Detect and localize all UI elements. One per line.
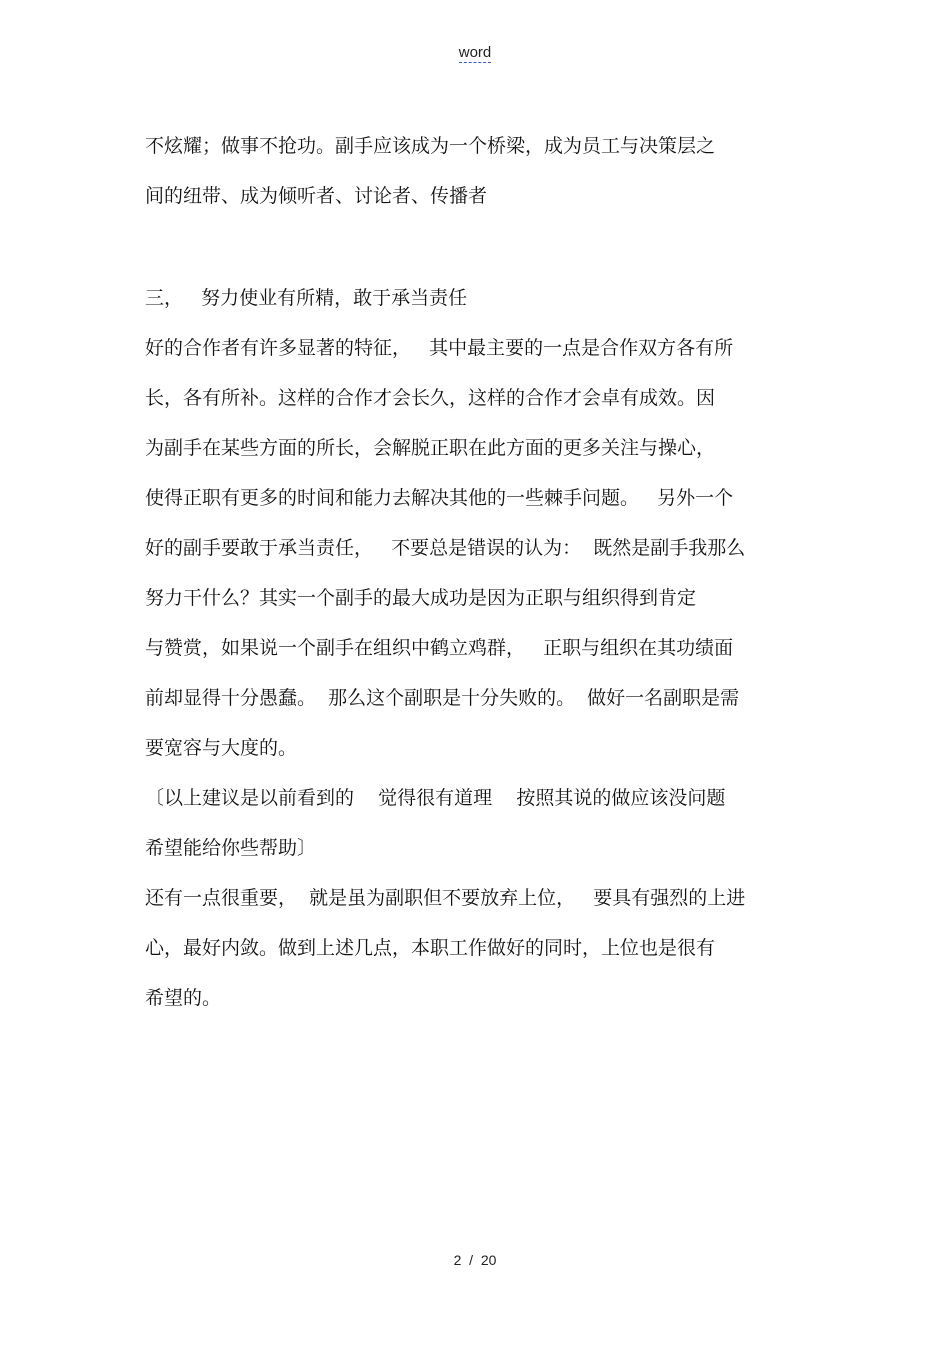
text-line: 心，最好内敛。做到上述几点，本职工作做好的同时，上位也是很有 xyxy=(145,937,716,959)
text-line: 与赞赏，如果说一个副手在组织中鹤立鸡群， 正职与组织在其功绩面 xyxy=(145,637,734,659)
text-line: 好的副手要敢于承当责任， 不要总是错误的认为： 既然是副手我那么 xyxy=(145,537,746,559)
text-line: 〔以上建议是以前看到的 觉得很有道理 按照其说的做应该没问题 xyxy=(145,787,726,809)
header-title: word xyxy=(458,44,492,61)
text-line: 希望的。 xyxy=(145,987,222,1009)
section-three xyxy=(145,273,815,1023)
text-line: 使得正职有更多的时间和能力去解决其他的一些棘手问题。 另外一个 xyxy=(145,487,734,509)
text-line: 前却显得十分愚蠢。 那么这个副职是十分失败的。 做好一名副职是需 xyxy=(145,687,740,709)
document-body xyxy=(145,121,815,1023)
page-header xyxy=(0,44,950,61)
text-line: 要宽容与大度的。 xyxy=(145,737,298,759)
text-line: 间的纽带、成为倾听者、讨论者、传播者 xyxy=(145,185,488,207)
text-line: 为副手在某些方面的所长，会解脱正职在此方面的更多关注与操心， xyxy=(145,437,716,459)
text-line: 长，各有所补。这样的合作才会长久，这样的合作才会卓有成效。因 xyxy=(145,387,716,409)
page-number: 2 / 20 xyxy=(453,1252,497,1268)
text-line: 好的合作者有许多显著的特征， 其中最主要的一点是合作双方各有所 xyxy=(145,337,734,359)
text-line: 努力干什么？其实一个副手的最大成功是因为正职与组织得到肯定 xyxy=(145,587,697,609)
text-line: 还有一点很重要， 就是虽为副职但不要放弃上位， 要具有强烈的上进 xyxy=(145,887,746,909)
paragraph-intro-continuation xyxy=(145,121,815,221)
text-line: 希望能给你些帮助〕 xyxy=(145,837,317,859)
text-line: 不炫耀；做事不抢功。副手应该成为一个桥梁，成为员工与决策层之 xyxy=(145,135,716,157)
section-heading: 三， 努力使业有所精，敢于承当责任 xyxy=(145,287,468,309)
paragraph-gap xyxy=(145,221,815,273)
